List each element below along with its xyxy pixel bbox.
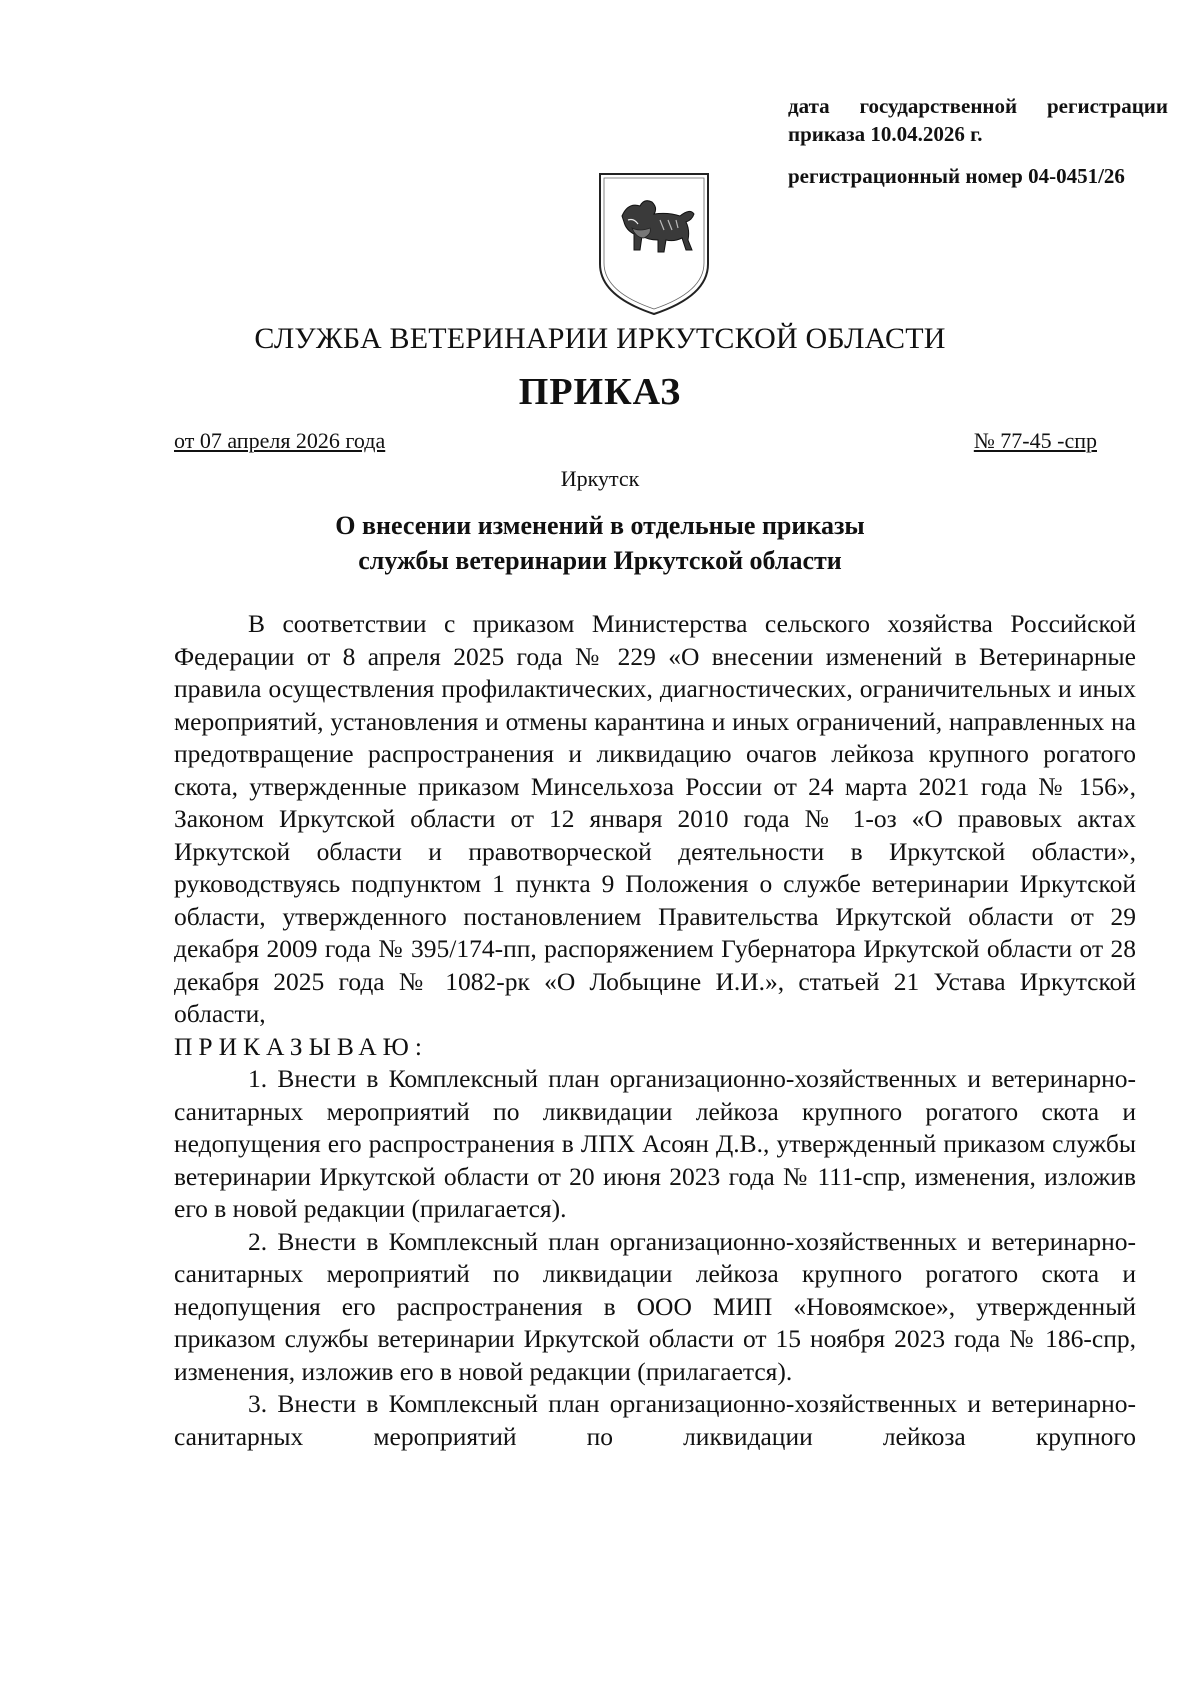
document-number: № 77-45 -спр [973, 428, 1097, 453]
title-line-1: О внесении изменений в отдельные приказы [335, 511, 865, 540]
order-word: ПРИКАЗЫВАЮ: [174, 1031, 428, 1061]
registration-number: регистрационный номер 04-0451/26 [788, 164, 1125, 188]
order-item-3: 3. Внести в Комплексный план организационно-хозяйственных и ветеринарно-санитарных мероприятий по ликвидации лейкоза крупного [174, 1389, 1136, 1451]
document-body [174, 608, 1136, 1453]
registration-date-line1: дата государственной регистрации [788, 94, 1168, 118]
coat-of-arms-icon [594, 168, 714, 318]
registration-stamp [788, 92, 1168, 190]
document-type: ПРИКАЗ [518, 371, 682, 413]
document-title [0, 508, 1200, 578]
order-item-1: 1. Внести в Комплексный план организационно-хозяйственных и ветеринарно-санитарных мероприятий по ликвидации лейкоза крупного рогатого скота и недопущения его распространения в ЛПХ Асоян Д.В., утвержденный приказом службы ветеринарии Иркутской области от 20 июня 2023 года № 111-спр, изменения, изложив его в новой редакции (прилагается). [174, 1064, 1136, 1223]
document-city: Иркутск [560, 466, 640, 491]
document-date: от 07 апреля 2026 года [174, 428, 386, 453]
title-line-2: службы ветеринарии Иркутской области [358, 546, 842, 575]
organization-name: СЛУЖБА ВЕТЕРИНАРИИ ИРКУТСКОЙ ОБЛАСТИ [254, 322, 946, 355]
order-item-2: 2. Внести в Комплексный план организационно-хозяйственных и ветеринарно-санитарных мероприятий по ликвидации лейкоза крупного рогатого скота и недопущения его распространения в ООО МИП «Новоямское», утвержденный приказом службы ветеринарии Иркутской области от 15 ноября 2023 года № 186-спр, изменения, изложив его в новой редакции (прилагается). [174, 1226, 1136, 1386]
registration-date-line2: приказа 10.04.2026 г. [788, 122, 983, 146]
preamble-paragraph: В соответствии с приказом Министерства сельского хозяйства Российской Федерации от 8 апреля 2025 года № 229 «О внесении изменений в Ветеринарные правила осуществления профилактических, диагностических, ограничительных и иных мероприятий, установления и отмены карантина и иных ограничений, направленных на предотвращение распространения и ликвидацию очагов лейкоза крупного рогатого скота, утвержденные приказом Минсельхоза России от 24 марта 2021 года № 156», Законом Иркутской области от 12 января 2010 года № 1-оз «О правовых актах Иркутской области и правотворческой деятельности в Иркутской области», руководствуясь подпунктом 1 пункта 9 Положения о службе ветеринарии Иркутской области, утвержденного постановлением Правительства Иркутской области от 29 декабря 2009 года № 395/174-пп, распоряжением Губернатора Иркутской области от 28 декабря 2025 года № 1082-рк «О Лобыцине И.И.», статьей 21 Устава Иркутской области, [174, 609, 1136, 1028]
